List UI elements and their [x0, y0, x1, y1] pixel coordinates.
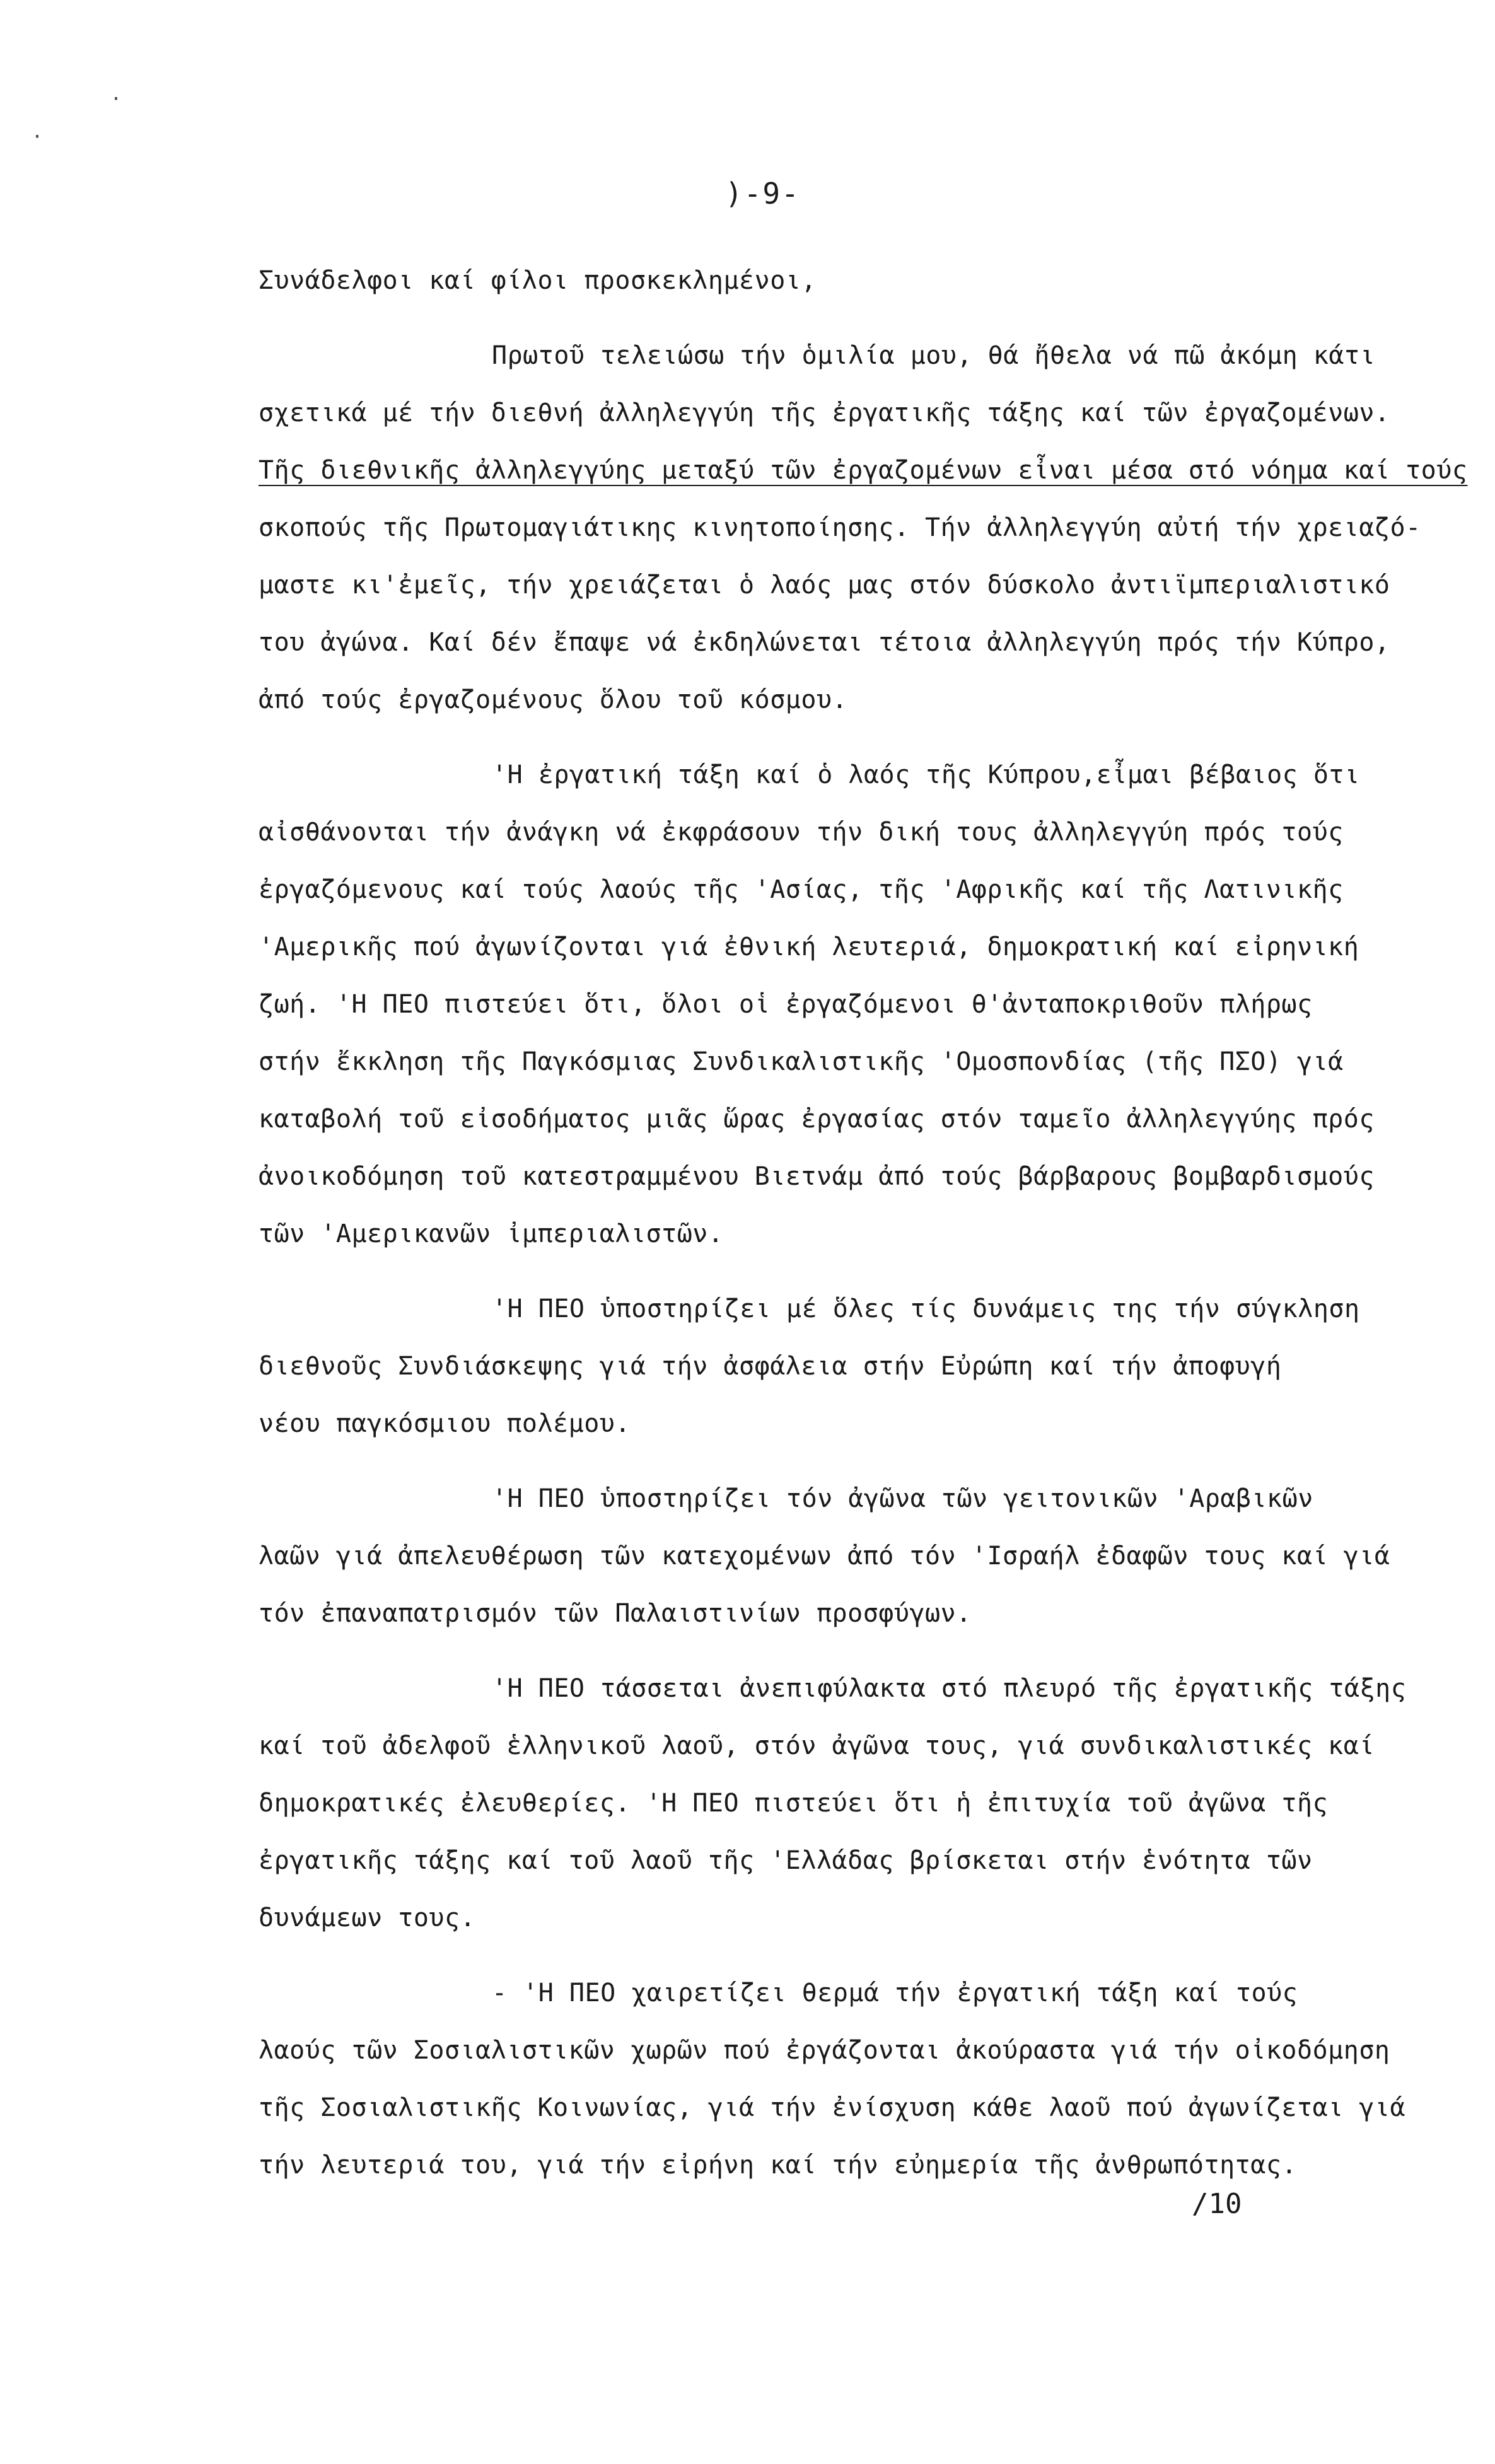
- paragraph-line: ἀνοικοδόμηση τοῦ κατεστραμμένου Βιετνάμ ἀπό τούς βάρβαρους βομβαρδισμούς: [259, 1162, 1375, 1191]
- next-page-marker: /10: [1192, 2188, 1242, 2220]
- paragraph-line: λαῶν γιά ἀπελευθέρωση τῶν κατεχομένων ἀπό τόν 'Ισραήλ ἐδαφῶν τους καί γιά: [259, 1542, 1390, 1571]
- paragraph-line: στήν ἔκκληση τῆς Παγκόσμιας Συνδικαλιστικῆς 'Ομοσπονδίας (τῆς ΠΣΟ) γιά: [259, 1047, 1344, 1076]
- paragraph-line: σκοπούς τῆς Πρωτομαγιάτικης κινητοποίησης. Τήν ἀλληλεγγύη αὐτή τήν χρειαζό-: [259, 513, 1421, 542]
- letter-body: [259, 252, 1468, 2194]
- paragraph-line: του ἀγώνα. Καί δέν ἔπαψε νά ἐκδηλώνεται τέτοια ἀλληλεγγύη πρός τήν Κύπρο,: [259, 628, 1390, 657]
- scan-mark: ·: [32, 126, 44, 148]
- paragraph-line: λαούς τῶν Σοσιαλιστικῶν χωρῶν πού ἐργάζονται ἀκούραστα γιά τήν οἰκοδόμηση: [259, 2036, 1390, 2065]
- paragraph-line: τῆς Σοσιαλιστικῆς Κοινωνίας, γιά τήν ἐνίσχυση κάθε λαοῦ πού ἀγωνίζεται γιά: [259, 2093, 1406, 2122]
- paragraph-line: καί τοῦ ἀδελφοῦ ἑλληνικοῦ λαοῦ, στόν ἀγῶνα τους, γιά συνδικαλιστικές καί: [259, 1731, 1375, 1760]
- paragraph-line: διεθνοῦς Συνδιάσκεψης γιά τήν ἀσφάλεια στήν Εὐρώπη καί τήν ἀποφυγή: [259, 1352, 1282, 1381]
- paragraph-line: δυνάμεων τους.: [259, 1903, 476, 1932]
- paragraph-line: ἀπό τούς ἐργαζομένους ὅλου τοῦ κόσμου.: [259, 685, 848, 714]
- paragraph-line: νέου παγκόσμιου πολέμου.: [259, 1409, 631, 1438]
- paragraph-line: 'Η ΠΕΟ τάσσεται ἀνεπιφύλακτα στό πλευρό τῆς ἐργατικῆς τάξης: [492, 1674, 1407, 1703]
- paragraph-line: 'Η ΠΕΟ ὑποστηρίζει μέ ὅλες τίς δυνάμεις της τήν σύγκληση: [492, 1294, 1360, 1323]
- paragraph-line: καταβολή τοῦ εἰσοδήματος μιᾶς ὥρας ἐργασίας στόν ταμεῖο ἀλληλεγγύης πρός: [259, 1105, 1375, 1134]
- scan-mark: ·: [110, 88, 122, 110]
- paragraph-line: αἰσθάνονται τήν ἀνάγκη νά ἐκφράσουν τήν δική τους ἀλληλεγγύη πρός τούς: [259, 818, 1344, 847]
- paragraph-line: 'Αμερικῆς πού ἀγωνίζονται γιά ἐθνική λευτεριά, δημοκρατική καί εἰρηνική: [259, 933, 1359, 962]
- paragraph-line: ἐργαζόμενους καί τούς λαούς τῆς 'Ασίας, τῆς 'Αφρικῆς καί τῆς Λατινικῆς: [259, 875, 1344, 904]
- salutation: Συνάδελφοι καί φίλοι προσκεκλημένοι,: [259, 266, 817, 295]
- paragraph-line: ἐργατικῆς τάξης καί τοῦ λαοῦ τῆς 'Ελλάδας βρίσκεται στήν ἑνότητα τῶν: [259, 1846, 1313, 1875]
- paragraph-line: σχετικά μέ τήν διεθνή ἀλληλεγγύη τῆς ἐργατικῆς τάξης καί τῶν ἐργαζομένων.: [259, 398, 1390, 427]
- paragraph-line: Πρωτοῦ τελειώσω τήν ὁμιλία μου, θά ἤθελα νά πῶ ἀκόμη κάτι: [492, 341, 1376, 370]
- paragraph-line: δημοκρατικές ἐλευθερίες. 'Η ΠΕΟ πιστεύει ὅτι ἡ ἐπιτυχία τοῦ ἀγῶνα τῆς: [259, 1789, 1329, 1818]
- page-number: )-9-: [725, 177, 800, 211]
- paragraph-line: τήν λευτεριά του, γιά τήν εἰρήνη καί τήν εὐημερία τῆς ἀνθρωπότητας.: [259, 2151, 1297, 2180]
- paragraph-line: ζωή. 'Η ΠΕΟ πιστεύει ὅτι, ὅλοι οἱ ἐργαζόμενοι θ'ἀνταποκριθοῦν πλήρως: [259, 990, 1313, 1019]
- paragraph-line-underlined: Τῆς διεθνικῆς ἀλληλεγγύης μεταξύ τῶν ἐργαζομένων εἶναι μέσα στό νόημα καί τούς: [259, 456, 1468, 485]
- paragraph-line: 'Η ἐργατική τάξη καί ὁ λαός τῆς Κύπρου,εἶμαι βέβαιος ὅτι: [492, 760, 1360, 789]
- paragraph-line: - 'Η ΠΕΟ χαιρετίζει θερμά τήν ἐργατική τάξη καί τούς: [492, 1979, 1298, 2008]
- paragraph-line: 'Η ΠΕΟ ὑποστηρίζει τόν ἀγῶνα τῶν γειτονικῶν 'Αραβικῶν: [492, 1484, 1313, 1513]
- paragraph-line: μαστε κι'ἐμεῖς, τήν χρειάζεται ὁ λαός μας στόν δύσκολο ἀντιϊμπεριαλιστικό: [259, 571, 1390, 600]
- paragraph-line: τῶν 'Αμερικανῶν ἰμπεριαλιστῶν.: [259, 1219, 724, 1248]
- paragraph-line: τόν ἐπαναπατρισμόν τῶν Παλαιστινίων προσφύγων.: [259, 1599, 972, 1628]
